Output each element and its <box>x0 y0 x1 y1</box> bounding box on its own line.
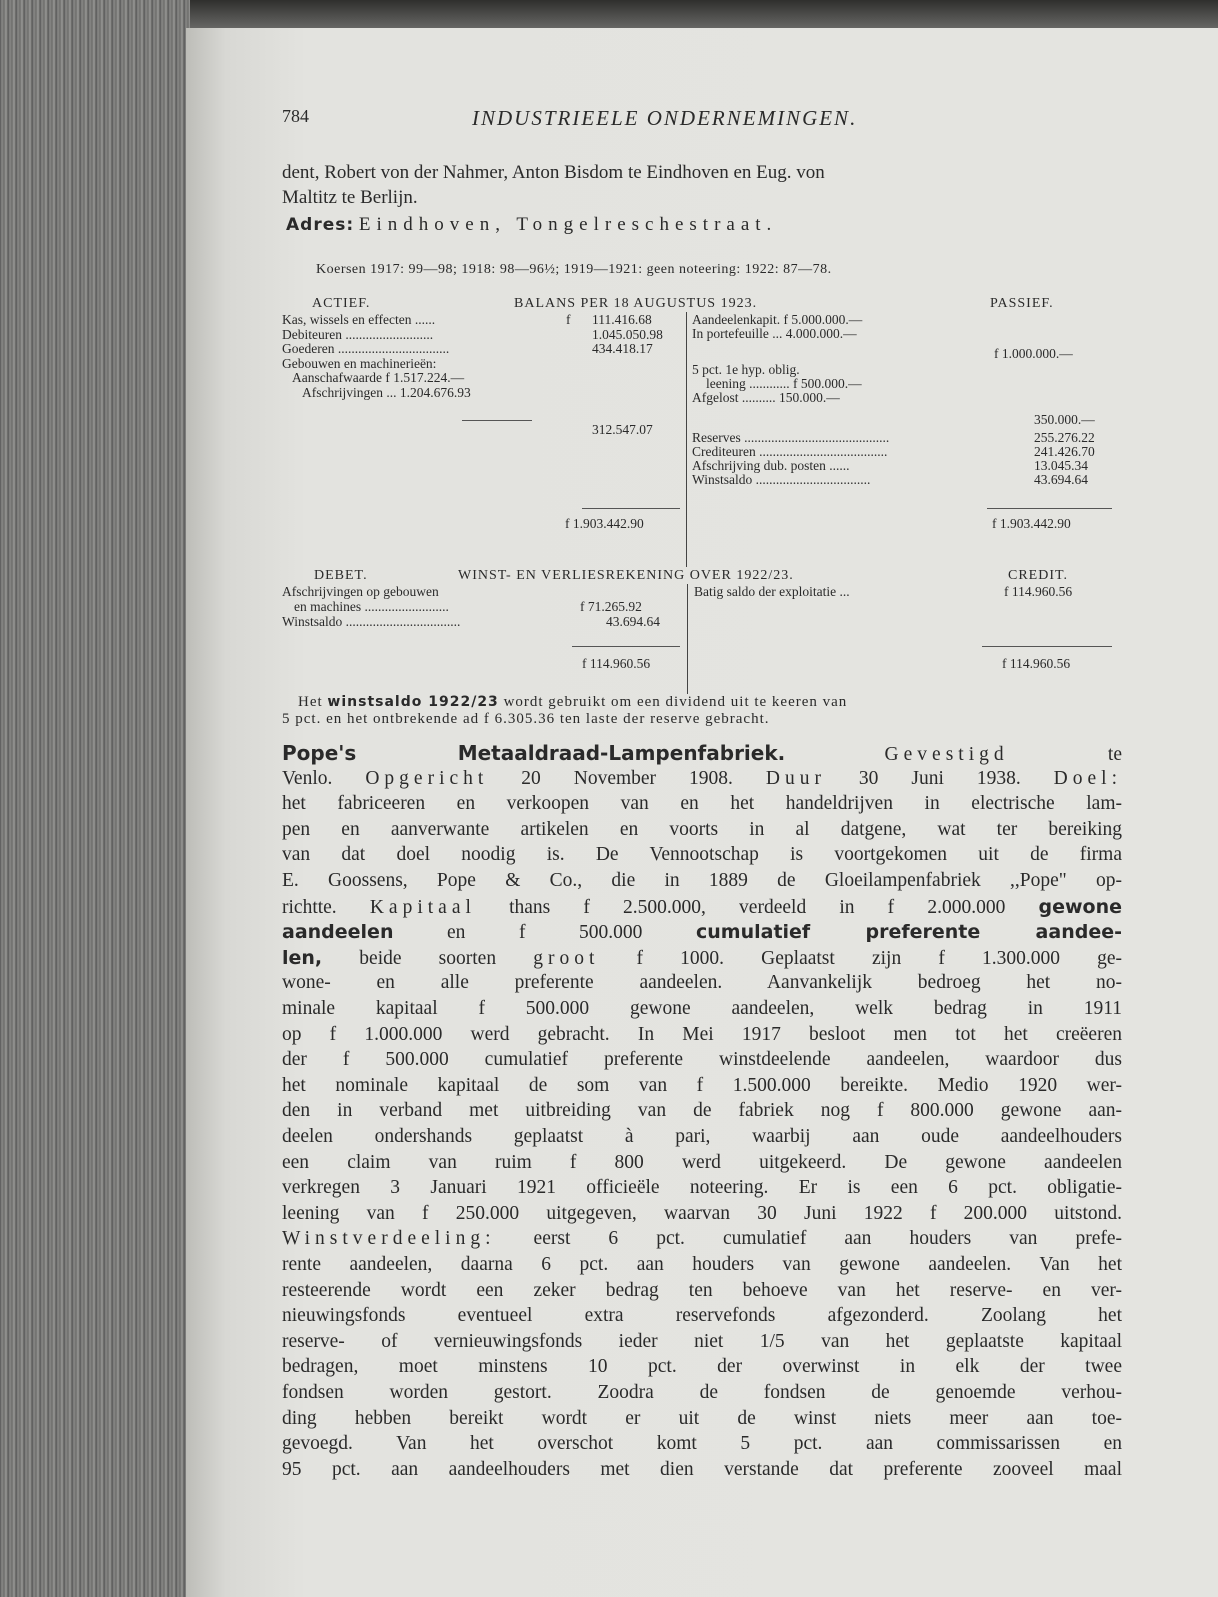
actief-row-label: Kas, wissels en effecten ...... <box>282 312 436 327</box>
passief-row-label: Aandeelenkapit. f 5.000.000.— <box>692 312 863 327</box>
body-text-line: verkregen 3 Januari 1921 officieële noteering. Er is een 6 pct. obligatie- <box>282 1177 1122 1199</box>
passief-row-label: Winstsaldo .................................. <box>692 472 871 487</box>
actief-row-label: Gebouwen en machinerieën: <box>282 355 437 371</box>
passief-row-amount: 350.000.— <box>1034 412 1095 427</box>
debet-row-label: en machines ......................... <box>294 599 449 614</box>
credit-row-amount: f 114.960.56 <box>1004 584 1073 599</box>
credit-row-label: Batig saldo der exploitatie ... <box>694 584 850 599</box>
body-text-line: gevoegd. Van het overschot komt 5 pct. aan commissarissen en <box>282 1433 1122 1455</box>
body-text-line: len, beide soorten groot f 1000. Geplaatst zijn f 1.300.000 ge- <box>282 946 1123 969</box>
actief-row-amount: 1.045.050.98 <box>592 326 663 342</box>
body-text-line: Pope's Metaaldraad-Lampenfabriek. Gevestigd te <box>282 741 1122 765</box>
actief-row-label: Afschrijvingen ... 1.204.676.93 <box>302 384 471 400</box>
passief-row-label: Afgelost .......... 150.000.— <box>692 390 840 405</box>
pl-head-title: WINST- EN VERLIESREKENING OVER 1922/23. <box>458 568 794 583</box>
actief-row-amount: 111.416.68 <box>592 312 652 327</box>
body-text-line: den in verband met uitbreiding van de fabriek nog f 800.000 gewone aan- <box>282 1100 1122 1122</box>
running-title: INDUSTRIEELE ONDERNEMINGEN. <box>472 106 858 130</box>
pl-total-right: f 114.960.56 <box>1002 656 1071 671</box>
body-text-line: aandeelen en f 500.000 cumulatief preferente aandee- <box>282 921 1122 944</box>
body-text-line: het nominale kapitaal de som van f 1.500.000 bereikte. Medio 1920 wer- <box>282 1074 1122 1096</box>
body-text-line: 95 pct. aan aandeelhouders met dien verstande dat preferente zooveel maal <box>282 1458 1122 1480</box>
note-line-2: 5 pct. en het ontbrekende ad f 6.305.36 ten laste der reserve gebracht. <box>282 711 770 727</box>
book-page <box>186 28 1218 1597</box>
passief-row-label: Reserves ........................................... <box>692 430 890 445</box>
body-text-line: Winstverdeeling: eerst 6 pct. cumulatief aan houders van prefe- <box>282 1228 1122 1250</box>
body-text-line: van dat doel noodig is. De Vennootschap is voortgekomen uit de firma <box>282 844 1122 866</box>
balance-head-passief: PASSIEF. <box>990 296 1054 311</box>
debet-row-label: Afschrijvingen op gebouwen <box>282 584 439 599</box>
actief-row-label: Debiteuren .......................... <box>282 326 434 342</box>
actief-row-amount: 434.418.17 <box>592 341 653 356</box>
passief-row-label: 5 pct. 1e hyp. oblig. <box>692 362 800 377</box>
address-line <box>286 212 777 238</box>
body-text-line: der f 500.000 cumulatief preferente winstdeelende aandeelen, waardoor dus <box>282 1049 1122 1071</box>
body-text-line: rente aandeelen, daarna 6 pct. aan houders van gewone aandeelen. Van het <box>282 1254 1122 1275</box>
body-text-line: fondsen worden gestort. Zoodra de fondsen de genoemde verhou- <box>282 1382 1122 1403</box>
koersen-line: Koersen 1917: 99—98; 1918: 98—96½; 1919—1921: geen noteering: 1922: 87—78. <box>316 262 832 277</box>
body-text-line: leening van f 250.000 uitgegeven, waarvan 30 Juni 1922 f 200.000 uitstond. <box>282 1202 1122 1224</box>
actief-row-label: Aanschafwaarde f 1.517.224.— <box>292 370 465 385</box>
book-page-edges <box>0 0 190 1597</box>
note-pre: Het <box>298 694 323 710</box>
body-text-line: richtte. Kapitaal thans f 2.500.000, verdeeld in f 2.000.000 gewone <box>282 895 1122 918</box>
body-text-line: bedragen, moet minstens 10 pct. der overwinst in elk der twee <box>282 1356 1122 1378</box>
address-value: Eindhoven, Tongelreschestraat. <box>358 214 778 235</box>
passief-row-amount: 13.045.34 <box>1034 458 1088 473</box>
page-number: 784 <box>282 106 309 126</box>
balance-head-title: BALANS PER 18 AUGUSTUS 1923. <box>514 296 758 311</box>
passief-row-amount: 43.694.64 <box>1034 472 1088 487</box>
body-text-line: deelen ondershands geplaatst à pari, waarbij aan oude aandeelhouders <box>282 1126 1122 1147</box>
body-text-line: op f 1.000.000 werd gebracht. In Mei 1917 besloot men tot het creëeren <box>282 1023 1122 1045</box>
body-text-line: pen en aanverwante artikelen en voorts in al datgene, wat ter bereiking <box>282 818 1122 840</box>
passief-row-label: Crediteuren ...................................... <box>692 444 888 459</box>
address-label: Adres: <box>286 215 355 235</box>
body-text-line: ding hebben bereikt wordt er uit de winst niets meer aan toe- <box>282 1407 1122 1429</box>
actief-row-currency: f <box>566 312 571 327</box>
debet-row-amount: 43.694.64 <box>606 614 660 629</box>
intro-line-1: dent, Robert von der Nahmer, Anton Bisdom te Eindhoven en Eug. von <box>282 162 825 183</box>
passief-row-amount: 241.426.70 <box>1034 444 1095 459</box>
body-text-line: resteerende wordt een zeker bedrag ten behoeve van het reserve- en ver- <box>282 1279 1122 1301</box>
body-text-line: wone- en alle preferente aandeelen. Aanvankelijk bedroeg het no- <box>282 972 1122 994</box>
note-line-1 <box>298 694 847 711</box>
note-bold: winstsaldo 1922/23 <box>327 694 499 710</box>
pl-head-debet: DEBET. <box>314 568 368 583</box>
actief-subtotal: 312.547.07 <box>592 422 653 437</box>
body-text-line: een claim van ruim f 800 werd uitgekeerd. De gewone aandeelen <box>282 1151 1122 1173</box>
pl-total-left: f 114.960.56 <box>582 656 651 671</box>
balance-head-actief: ACTIEF. <box>312 296 371 311</box>
pl-head-credit: CREDIT. <box>1008 568 1069 583</box>
actief-row-label: Goederen ................................. <box>282 341 450 356</box>
body-text-line: het fabriceeren en verkoopen van en het handeldrijven in electrische lam- <box>282 793 1122 815</box>
note-post: wordt gebruikt om een dividend uit te keeren van <box>503 694 848 710</box>
intro-line-2: Maltitz te Berlijn. <box>282 187 418 208</box>
body-text-line: E. Goossens, Pope & Co., die in 1889 de Gloeilampenfabriek ,,Pope" op- <box>282 870 1122 891</box>
passief-row-label: In portefeuille ... 4.000.000.— <box>692 326 857 341</box>
debet-row-label: Winstsaldo .................................. <box>282 614 461 629</box>
balance-total-right: f 1.903.442.90 <box>992 516 1071 531</box>
debet-row-amount: f 71.265.92 <box>580 599 642 614</box>
body-text-line: minale kapitaal f 500.000 gewone aandeelen, welk bedrag in 1911 <box>282 998 1122 1019</box>
balance-total-left: f 1.903.442.90 <box>565 516 644 531</box>
passief-row-label: Afschrijving dub. posten ...... <box>692 458 850 473</box>
body-text-line: nieuwingsfonds eventueel extra reservefonds afgezonderd. Zoolang het <box>282 1305 1122 1327</box>
body-text-line: Venlo. Opgericht 20 November 1908. Duur 30 Juni 1938. Doel: <box>282 767 1122 789</box>
passief-row-label: leening ............ f 500.000.— <box>706 376 862 391</box>
passief-row-amount: 255.276.22 <box>1034 430 1095 445</box>
passief-row-amount: f 1.000.000.— <box>994 346 1073 361</box>
body-text-line: reserve- of vernieuwingsfonds ieder niet 1/5 van het geplaatste kapitaal <box>282 1330 1122 1352</box>
